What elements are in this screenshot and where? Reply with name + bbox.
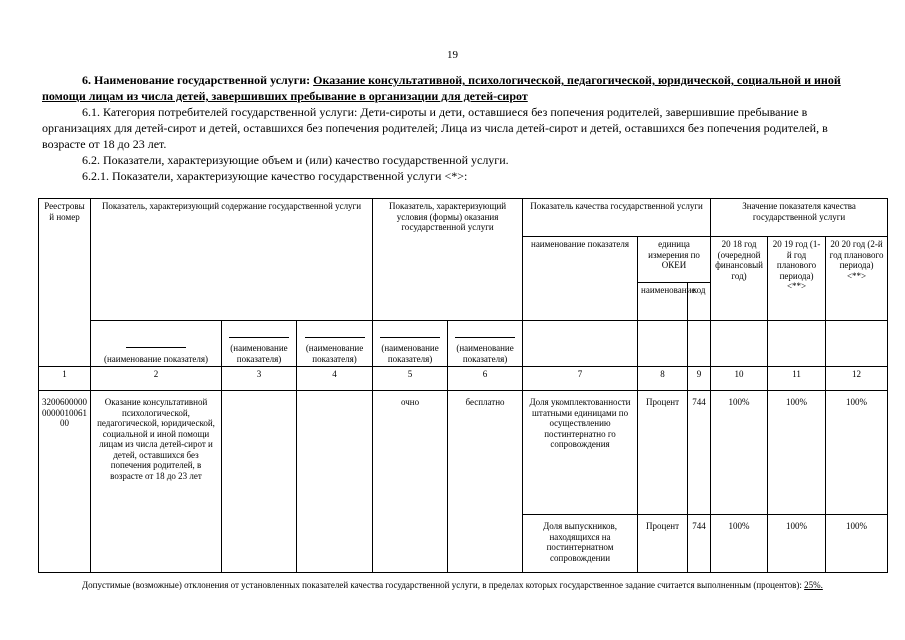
- footnote-value: 25%.: [804, 580, 823, 590]
- indicator-name: Доля укомплектованности штатными единицами по осуществлению постинтернатно го сопровождения: [523, 391, 638, 515]
- column-number: 1: [39, 367, 91, 391]
- header-indicator-name: наименование показателя: [523, 237, 638, 321]
- service-form: очно: [373, 391, 448, 573]
- paragraph-6-2: 6.2. Показатели, характеризующие объем и (или) качество государственной услуги.: [82, 153, 509, 167]
- column-number: 2: [91, 367, 222, 391]
- indicator-code: 744: [688, 391, 711, 515]
- header-year-2: 20 19 год (1-й год планового периода) <**>: [768, 237, 826, 321]
- service-price: бесплатно: [448, 391, 523, 573]
- column-number: 10: [711, 367, 768, 391]
- column-number: 4: [297, 367, 373, 391]
- indicator-value-year-3: 100%: [826, 391, 888, 515]
- heading-prefix: 6. Наименование государственной услуги:: [82, 73, 314, 87]
- indicator-value-year-2: 100%: [768, 391, 826, 515]
- header-year-1: 20 18 год (очередной финансовый год): [711, 237, 768, 321]
- header-year-3: 20 20 год (2-й год планового периода) <**>: [826, 237, 888, 321]
- paragraph-6-2-1: 6.2.1. Показатели, характеризующие качество государственной услуги <*>:: [82, 169, 468, 183]
- indicator-unit: Процент: [638, 391, 688, 515]
- indicator-value-year-1: 100%: [711, 391, 768, 515]
- header-conditions-indicator: Показатель, характеризующий условия (формы) оказания государственной услуги: [373, 199, 523, 321]
- registry-number: 3200600000000001006100: [39, 391, 91, 573]
- header-okei-unit: единица измерения по ОКЕИ: [638, 237, 711, 283]
- footnote-text: Допустимые (возможные) отклонения от установленных показателей качества государственной услуги, в пределах которых государственное задание считается выполненным (процентов):: [82, 580, 805, 590]
- subheader-content-2: (наименование показателя): [222, 321, 297, 367]
- quality-indicators-table: [38, 198, 888, 573]
- service-name: Оказание консультативной, психологической, педагогической, юридической, социальной и иной помощи лицам из числа детей, завершивших пребывание в организации для детей-сирот: [42, 73, 841, 103]
- column-number: 3: [222, 367, 297, 391]
- indicator-unit: Процент: [638, 515, 688, 573]
- header-registry-number: Реестровый номер: [39, 199, 91, 367]
- column-number: 7: [523, 367, 638, 391]
- header-quality-indicator: Показатель качества государственной услуги: [523, 199, 711, 237]
- page-number: 19: [447, 49, 458, 61]
- column-number: 12: [826, 367, 888, 391]
- section-text: [42, 72, 872, 184]
- subheader-condition-1: (наименование показателя): [373, 321, 448, 367]
- column-number: 9: [688, 367, 711, 391]
- indicator-code: 744: [688, 515, 711, 573]
- header-indicator-value: Значение показателя качества государственной услуги: [711, 199, 888, 237]
- deviation-footnote: [42, 579, 877, 591]
- indicator-name: Доля выпускников, находящихся на постинтернатном сопровождении: [523, 515, 638, 573]
- subheader-condition-2: (наименование показателя): [448, 321, 523, 367]
- indicator-value-year-1: 100%: [711, 515, 768, 573]
- indicator-value-year-3: 100%: [826, 515, 888, 573]
- table-row: [39, 391, 888, 515]
- subheader-content-3: (наименование показателя): [297, 321, 373, 367]
- column-number: 6: [448, 367, 523, 391]
- indicator-value-year-2: 100%: [768, 515, 826, 573]
- service-content: Оказание консультативной психологической, педагогической, юридической, социальной и иной помощи лицам из числа детей-сирот и детей, оставшихся без попечения родителей, в возрасте от 18 до 23 лет: [91, 391, 222, 573]
- section-heading: [42, 72, 872, 104]
- column-number: 5: [373, 367, 448, 391]
- subheader-content-1: (наименование показателя): [91, 321, 222, 367]
- header-unit-code: код: [688, 283, 711, 321]
- header-content-indicator: Показатель, характеризующий содержание государственной услуги: [91, 199, 373, 321]
- header-unit-name: наименование: [638, 283, 688, 321]
- paragraph-6-1: 6.1. Категория потребителей государственной услуги: Дети-сироты и дети, оставшиеся без попечения родителей, завершившие пребывание в организациях для детей-сирот и детей, оставшихся без попечения родителей; Лица из числа детей-сирот и детей, оставшихся без попечения родителей, в возрасте от 18 до 23 лет.: [42, 105, 828, 151]
- column-number: 11: [768, 367, 826, 391]
- column-number: 8: [638, 367, 688, 391]
- column-number-row: [39, 367, 888, 391]
